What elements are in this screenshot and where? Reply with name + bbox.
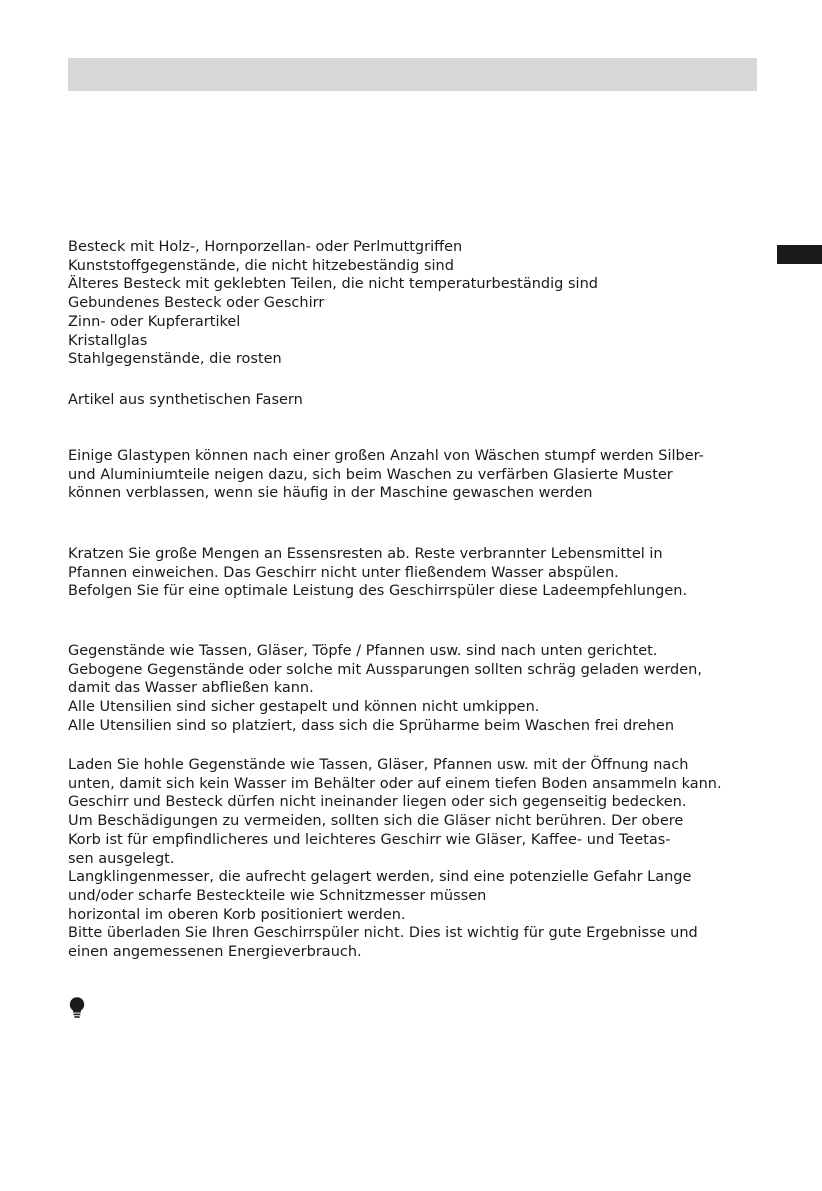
list-item: Kristallglas [68,332,148,349]
paragraph-line: horizontal im oberen Korb positioniert werden. [68,906,406,923]
paragraph-line: Befolgen Sie für eine optimale Leistung des Geschirrspüler diese Ladeempfehlungen. [68,583,688,600]
paragraph-line: Um Beschädigungen zu vermeiden, sollten sich die Gläser nicht berühren. Der obere [68,813,684,830]
list-item: Zinn- oder Kupferartikel [68,313,241,330]
paragraph-line: damit das Wasser abfließen kann. [68,680,314,697]
paragraph-line: Laden Sie hohle Gegenstände wie Tassen, Gläser, Pfannen usw. mit der Öffnung nach [68,757,689,773]
paragraph-line: Alle Utensilien sind so platziert, dass sich die Sprüharme beim Waschen frei drehen [68,717,675,734]
paragraph-line: Geschirr und Besteck dürfen nicht ineinander liegen oder sich gegenseitig bedecken. [68,794,687,811]
list-item: Besteck mit Holz-, Hornporzellan- oder Perlmuttgriffen [68,239,463,255]
paragraph-line: Gebogene Gegenstände oder solche mit Aussparungen sollten schräg geladen werden, [68,661,702,678]
synthetic-item [68,391,768,410]
preparation-paragraph [68,545,768,601]
caution-paragraph [68,447,768,503]
paragraph-line: Gegenstände wie Tassen, Gläser, Töpfe / Pfannen usw. sind nach unten gerichtet. [68,643,658,659]
paragraph-line: und/oder scharfe Besteckteile wie Schnitzmesser müssen [68,887,487,904]
paragraph-line: sen ausgelegt. [68,850,175,867]
paragraph-line: Bitte überladen Sie Ihren Geschirrspüler nicht. Dies ist wichtig für gute Ergebnisse und [68,925,698,942]
paragraph-line: unten, damit sich kein Wasser im Behälter oder auf einem tiefen Boden ansammeln kann. [68,775,722,792]
lightbulb-icon [68,996,86,1020]
paragraph-line: Kratzen Sie große Mengen an Essensresten ab. Reste verbrannter Lebensmittel in [68,546,663,562]
paragraph-line: Pfannen einweichen. Das Geschirr nicht unter fließendem Wasser abspülen. [68,564,619,581]
paragraph-line: können verblassen, wenn sie häufig in der Maschine gewaschen werden [68,485,593,502]
language-tab-marker [777,245,822,264]
list-item: Kunststoffgegenstände, die nicht hitzebeständig sind [68,257,454,274]
list-item: Artikel aus synthetischen Fasern [68,392,303,408]
list-item: Älteres Besteck mit geklebten Teilen, die nicht temperaturbeständig sind [68,276,598,293]
paragraph-line: einen angemessenen Energieverbrauch. [68,944,362,961]
loading-paragraph [68,642,768,736]
paragraph-line: Korb ist für empfindlicheres und leichteres Geschirr wie Gläser, Kaffee- und Teetas- [68,831,671,848]
placement-paragraph [68,756,768,962]
paragraph-line: und Aluminiumteile neigen dazu, sich beim Waschen zu verfärben Glasierte Muster [68,466,673,483]
paragraph-line: Langklingenmesser, die aufrecht gelagert werden, sind eine potenzielle Gefahr Lange [68,869,692,886]
list-item: Stahlgegenstände, die rosten [68,351,282,368]
section-header-bar [68,58,757,91]
paragraph-line: Einige Glastypen können nach einer großen Anzahl von Wäschen stumpf werden Silber- [68,448,704,464]
list-item: Gebundenes Besteck oder Geschirr [68,295,325,312]
paragraph-line: Alle Utensilien sind sicher gestapelt und können nicht umkippen. [68,699,540,716]
unsuitable-items-list [68,238,768,369]
